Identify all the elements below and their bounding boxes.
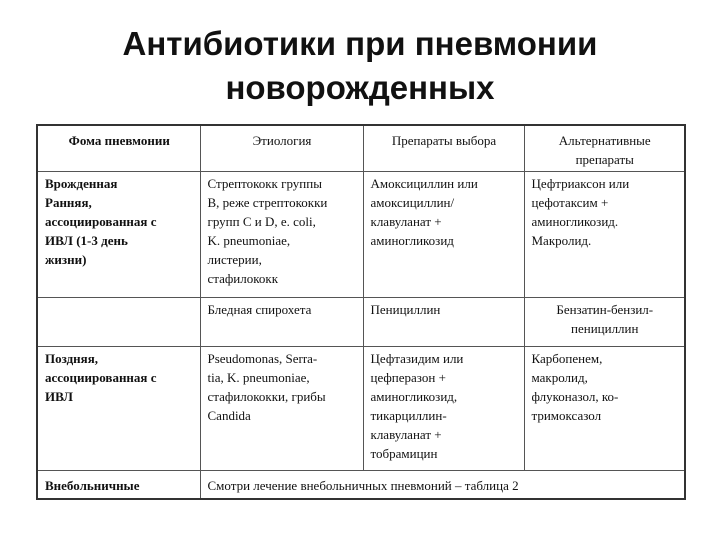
row-etiology: Pseudomonas, Serra- tia, K. pneumoniae, стафилококки, грибы Candida <box>200 347 363 471</box>
row-form <box>37 298 200 347</box>
row-alternative: Карбопенем, макролид, флуконазол, ко- тримоксазол <box>524 347 685 471</box>
header-choice: Препараты выбора <box>363 125 524 172</box>
table-header-row <box>37 125 685 172</box>
row-note: Смотри лечение внебольничных пневмоний – таблица 2 <box>200 471 685 499</box>
antibiotics-table <box>36 124 686 500</box>
table-row <box>37 471 685 499</box>
header-alternative: Альтернативные препараты <box>524 125 685 172</box>
row-choice: Пенициллин <box>363 298 524 347</box>
row-alternative: Цефтриаксон или цефотаксим + аминогликозид. Макролид. <box>524 172 685 298</box>
row-choice: Амоксициллин или амоксициллин/ клавуланат + аминогликозид <box>363 172 524 298</box>
row-etiology: Стрептококк группы В, реже стрептококки групп С и D, e. coli, K. pneumoniae, листерии, стафилококк <box>200 172 363 298</box>
slide-title-line-1: Антибиотики при пневмонии <box>122 25 598 62</box>
slide-title <box>0 22 720 110</box>
row-choice: Цефтазидим или цефперазон + аминогликозид, тикарциллин- клавуланат + тобрамицин <box>363 347 524 471</box>
header-etiology: Этиология <box>200 125 363 172</box>
row-alternative: Бензатин-бензил- пенициллин <box>524 298 685 347</box>
table-row <box>37 172 685 298</box>
row-etiology: Бледная спирохета <box>200 298 363 347</box>
table-row <box>37 298 685 347</box>
table-row <box>37 347 685 471</box>
row-form: Внебольничные <box>37 471 200 499</box>
slide-title-line-2: новорожденных <box>225 69 495 106</box>
header-form: Фома пневмонии <box>37 125 200 172</box>
row-form: Поздняя, ассоциированная с ИВЛ <box>37 347 200 471</box>
row-form: Врожденная Ранняя, ассоциированная с ИВЛ (1-3 день жизни) <box>37 172 200 298</box>
